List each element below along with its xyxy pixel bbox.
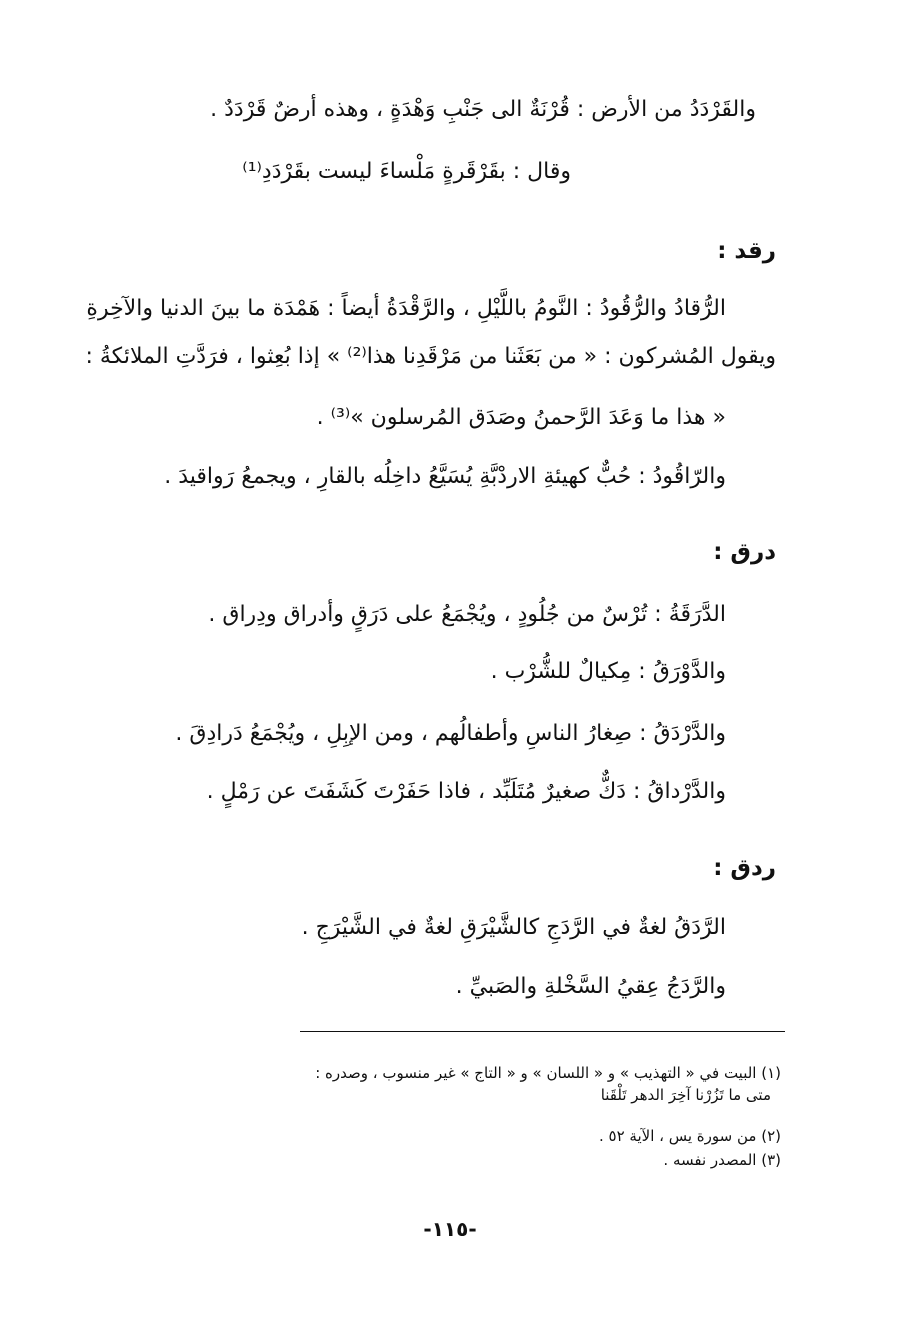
footnote-2: (٢) من سورة يس ، الآية ٥٢ . [598,1127,781,1145]
entry-drq-line-4: والدَّرْداقُ : دَكٌّ صغيرٌ مُتَلَبِّد ، فاذا حَفَرْتَ كَشَفَتَ عن رَمْلٍ . [206,779,726,804]
heading-rqd: رقد : [717,238,776,264]
heading-rdq: ردق : [713,855,776,881]
page-number: -١١٥- [423,1217,477,1241]
entry-rqd-line-4: والرّاقُودُ : حُبٌّ كهيئةِ الاردْبَّةِ يُسَيَّعُ داخِلُه بالقارِ ، ويجمعُ رَواقيدَ . [164,464,726,489]
entry-rdq-line-1: الرَّدَقُ لغةٌ في الرَّدَجِ كالشَّيْرَقِ لغةٌ في الشَّيْرَجِ . [301,915,726,940]
footnote-separator [300,1031,785,1032]
entry-qrdd-line-2: وقال : بقَرْقَرةٍ مَلْساءَ ليست بقَرْدَدِ⁽¹⁾ [242,159,571,184]
entry-rqd-line-3: « هذا ما وَعَدَ الرَّحمنُ وصَدَق المُرسلون »⁽³⁾ . [316,405,726,430]
footnote-3: (٣) المصدر نفسه . [663,1151,781,1169]
entry-drq-line-2: والدَّوْرَقُ : مِكيالٌ للشُّرْب . [490,659,726,684]
entry-qrdd-line-1: والقَرْدَدُ من الأرض : قُرْنَةٌ الى جَنْبِ وَهْدَةٍ ، وهذه أرضٌ قَرْدَدٌ . [210,97,756,122]
entry-rdq-line-2: والرَّدَجُ عِقيُ السَّخْلةِ والصَبيِّ . [455,974,726,999]
entry-drq-line-3: والدَّرْدَقُ : صِغارُ الناسِ وأطفالُهم ، ومن الإبِلِ ، ويُجْمَعُ دَرادِقَ . [175,721,726,746]
entry-rqd-line-1: الرُّقادُ والرُّقُودُ : النَّومُ باللَّيْلِ ، والرَّقْدَةُ أيضاً : هَمْدَة ما بينَ الدنيا والآخِرةِ [86,296,726,321]
footnote-1-verse: متى ما تَزُرْنا آخِرَ الدهر تَلْقَنا [600,1086,771,1104]
entry-rqd-line-2: ويقول المُشركون : « من بَعَثَنا من مَرْقَدِنا هذا⁽²⁾ » إذا بُعِثوا ، فرَدَّتِ الملائكةُ : [85,344,776,369]
heading-drq: درق : [713,539,776,565]
entry-drq-line-1: الدَّرَقَةُ : تُرْسٌ من جُلُودٍ ، ويُجْمَعُ على دَرَقٍ وأدراق ودِراق . [208,602,726,627]
footnote-1: (١) البيت في « التهذيب » و « اللسان » و « التاج » غير منسوب ، وصدره : [315,1064,781,1082]
